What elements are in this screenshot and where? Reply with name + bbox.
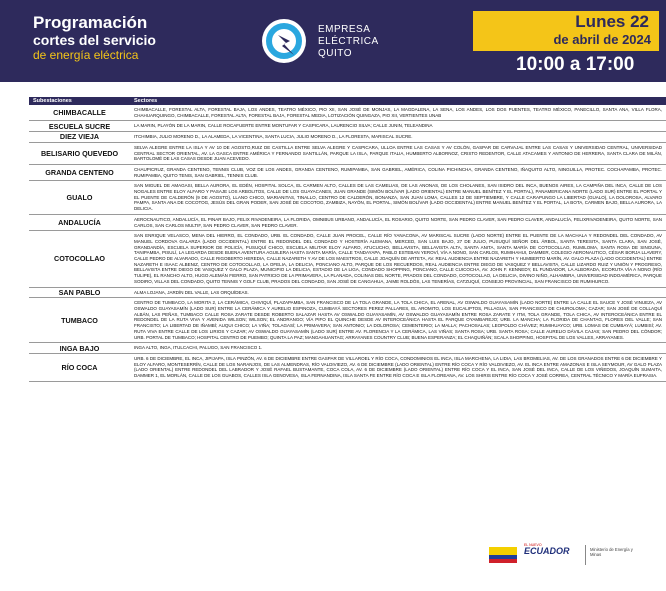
eeq-logo-icon (260, 17, 308, 65)
sectors-list: CHAUPICRUZ, GRANDA CENTENO, TENNIS CLUB, VOZ DE LOS ANDES, GRANDA CENTENO, RUMIPAMBA, SAN GABRIEL, AMÉRICA, COLINA PICHINCHA, GRANDA CENTENO, IÑAQUITO ALTO, NINGUILLA, PROTEC. COCHAPAMBA, PROTEC. RUMIPAMBA, QUITO TENIS, SAN GABRIEL, TENNIS CLUB. (130, 164, 666, 180)
table-row (29, 287, 666, 298)
col-header-sectors: Sectores (130, 97, 666, 105)
table-row (29, 121, 666, 132)
footer-country: ECUADOR (524, 546, 570, 556)
sectors-list: CENTRO DE TUMBACO, LA MORITA 2, LA CERÁMICA, CHIVIQUÍ, PLAZAPAMBA, SAN FRANCISCO DE LA TOLA GRANDE, LA TOLA CHICA, EL ARENAL, AV OSWALDO GUAYASAMÍN (LADO NORTE) ENTRE LA CALLE EL SAUCE Y JOSÉ VINUEZA, AV OSWALDO GUAYASAMÍN (LADO SUR) ENTRE LA CERÁMICA Y AURELIO ESPINOZA, CUMBAYÁ SECTORES PEREZ PALLARES, EL AROMITO, LOS EUCALIPTOS, PILLAGUA, SAN FRANCISCO DE CHUROLOMA; CAZAR; SAN JOSÉ DE COLLAQUÍ ALBÁN, LAS PEÑAS, TUMBACO CALLE ROSA ZARATE DESDE ROBERTO SALAZAR HASTA AV OSWALDO GUAYASAMÍN, AV OSWALDO GUAYASAMÍN ENTRE ROSA ZARATE Y ITM, TOLA GRANDE, TOLA CHICA, AV INTEROCEÁNICA ENTRE EL REDONDEL DE LA RUTA VIVA Y AVENIDA WILSON; WILSON; EL ANDRANGO; VÍA PIFO EL QUINCHE DESDE AV INTEROCEÁNICA HASTA EL PARQUE OYAMBAREJO; URB. LA MANCHA; LA FLORIDA DE CHANTAG, FLORES DEL VALLE; SAN FRANCISTO; LA LIBERTAD DE IÑAMBÍ; AUQUI CHICO; LA VIÑA; TOLAGASÍ; LA PRIMAVERA; SAN ANTONIO; LA DOLOROSA; CEMENTERIO; LA MALLA; PACHOSALAS; LEOPOLDO CHÁVEZ; RUMIHUAYCO; URB. LOMAS DE CUMBAYÁ; LUMBISÍ; AV. RUTA VIVA ENTRE CALLE DE LOS LIRIOS Y CAZAR; AV OSWALDO GUAYASAMÍN (LADO SUR) ENTRE AV. FLORENCIA Y LA CERÁMICA, LAS VIÑAS; SANTA ROSA; URB. SANTA ROSA; CALLE AURELIO DÁVILA CAJAS; SAN PEDRO DEL CÓNDOR; URB. PORTAL DE TUMBACO; HOSPITAL CENTRO DE PUEMBO; QUINTA LA PAZ; MANGAHUANTAG; ARRAYANES COUNTRY CLUB; BUENA ESPERANZA; EL CHAQUIÑÁN; SCALA SHOPPING, HOSPITAL DE LOS VALLES, ARRAYANES. (130, 298, 666, 343)
substation-name: ESCUELA SUCRE (29, 121, 130, 132)
table-row (29, 353, 666, 381)
time-range: 10:00 a 17:00 (516, 54, 635, 75)
sectors-list: LA MARIN, PLAYÓN DE LA MARIN, CALLE ROCAFUERTE ENTRE MONTUFAR Y CASPICARA, LAURENCIO SILVA; CALLE JUNIN, TELEANDINA (130, 121, 666, 132)
date-month-year: de abril de 2024 (553, 32, 651, 47)
substation-name: INGA BAJO (29, 343, 130, 354)
header-banner (0, 0, 666, 82)
date-day: Lunes 22 (575, 12, 649, 31)
sectors-list: AEROCNAUTICO, ANDALUCÍA, EL PINAR BAJO, FELIX RIVADENEIRA, LA FLORIDA, OMNIBUS URBANO, ANDALUCÍA, EL ROSARIO, QUITO NORTE, SAN PEDRO CLAVER, SAN PEDRO CLAVER, ANDALUCÍA, FELIXRIVADENEIRA, QUITO NORTE, SAN CARLOS, SAN CARLOS MULTIF, SAN PEDRO CLAVER, SAN PEDRO CLAVER. (130, 214, 666, 230)
date-box (473, 11, 659, 51)
substation-name: ANDALUCÍA (29, 214, 130, 230)
substation-name: BELISARIO QUEVEDO (29, 142, 130, 164)
sectors-list: SELVA ALEGRE ENTRE LA ISLA Y AV 10 DE AGOSTO,RUIZ DE CASTILLA ENTRE SELVA ALEGRE Y CASPICARA, ULLOA ENTRE LAS CASAS Y AV COLÓN, GASPAR DE CARVAJAL ENTRE LAS CASAS Y UNIVERSIDAD CENTRAL, UNIVERSIDAD CENTRAL SECTOR ORIENTAL, AV. LA GASCA ENTRE AMÉRICA Y FERNANDO SANTILLÁN, PARQUE LA ISLA, PARQUE ITALIA, HUMBERTO ALBORNOZ, CRISTO REDENTOR, CALLE ATACAMES Y ANTONIO DE HERRERA, SANTA CLARA DE MILÁN, BARTOLOMÉ DE LAS CASAS DESDE JUAN ACEVEDO. (130, 142, 666, 164)
header-title-line2: cortes del servicio (33, 32, 156, 48)
substation-name: TUMBACO (29, 298, 130, 343)
table-header-row (29, 97, 666, 105)
sectors-list: URB. 6 DE DICIEMBRE, EL INCA, JIPIJAPA, ISLA PINZÓN, AV. 6 DE DICIEMBRE ENTRE GASPAR DE VILLAROEL Y RÍO COCA, CONDOMINIOS EL INCA, ISLA MARCHENA, LA LIDIA, LAS BROMELIAS, AV. DE LOS GRANADOS ENTRE 6 DE DICIEMBRE Y ELOY ALFARO, MONTESERRÍN, CALLE DE LOS NARANJOS, DE LAS ALMENDRAS, RÍO VALDIVIEZO, AV. 6 DE DICIEMBRE (LADO ORIENTAL) ENTRE RÍO COCA Y RÍO VALDIVIEZO, AV. EL INCA ENTRE AMAZONAS E ISLA SEYMOUR, AV GALO PLAZA (LADO ORIENTAL) ENTRE REDONDEL DEL LABRADOR Y JOSÉ RAFAEL BUSTAMANTE, COCA COLA, AV. 6 DE DICIEMBRE (LADO ORIENTAL) ENTRE RÍO COCA Y EL INCA, SAN JOSÉ DEL INCA, CALLE DE LOS VIÑEDOS, JOAQUÍN SUMAITA, DAMMER 1, EL MORLÁN, CALLE DE LOS GUABOS, CALLES ISLA GENOVESA, ISLA FERNANDINA, ISLA SANTA FE ENTRE RÍO COCA E ISLA FLOREANA, AV. LOS SHIRIS ENTRE RÍO COCA Y JOSÉ CORREA, CENTRAL TÉCNICO Y MARÍA EUFRASIA. (130, 353, 666, 381)
substation-name: COTOCOLLAO (29, 231, 130, 287)
sectors-list: SAN MIGUEL DE AMAGASI, BELLA AURORA, EL EDÉN, HOSPITAL SOLCA, EL CARMEN ALTO, CALLES DE LAS CAMELIAS, DE LAS ANONAS, DE LOS CHOLANES, SAN ISIDRO DEL INCA, BUENOS AIRES, LA CAMPIÑA DEL INCA, CALLE DE LOS NOGALES ENTRE ELOY ALFARO Y PASAJE LOS ARBOLITOS, CALLE DE LOS GUAYACANES, JUAN GRANDE (SIMÓN BOLÍVAR (LADO ORIENTAL) ENTRE MANUEL BENÍTEZ Y EL PORTAL), PANAMERICANA NORTE (LADO SUR) ENTRE EL PORTAL Y EL PUENTE DE CALDERÓN (9 DE AGOSTO), LLANO CHICO, MARIANITAS, TINALLO, CENTRO DE CALDERÓN, BONANZA, SAN JUAN LOMA, CALLES 12 DE SEPTIEMBRE, Y CALLE CARAPUNGO LA LIBERTAD (GUALO), LA DOLOROSA, ALVARO PAMPA, SANTA ANA DE COCOTOG, JESÚS DEL GRAN PODER, SAN JOSÉ DE COCOTOG, ZAMBIZA, NAYÓN, EL PORTAL, SIMÓN BOLÍVAR (LADO OCCIDENTAL) ENTRE MANUEL BENÍTEZ Y EL PORTAL, LA BOTA, CARMEN BAJO, BELLA AURORA, LA DELICIA. (130, 181, 666, 215)
sectors-list: SAN ENRIQUE VELASCO, MENA DEL HIERRO, EL CONDADO, URB. EL CONDADO, CALLE JUAN PROCEL, CALLE RÍO YANACONA, AV MARISCAL SUCRE (LADO NORTE) ENTRE EL PUENTE DE LA MACHALA Y REDONDEL DEL CONDADO, AV MANUEL CORDOVA GALARZA (LADO OCCIDENTAL) ENTRE EL REDONDEL DEL CONDADO Y HOSTERÍA ALEMANA, MERCED, SAN LUIS BAJO, 27 DE JULIO, PUSUQUÍ SEÑOR DEL ÁRBOL, SANTA TERESITA, SANTA CLARA, SAN JOSÉ, GRANDANDÍA, ESCUELA SUPERIOR DE POLICÍA, PUSUQUÍ CHICO, ESCUELA MILITAR ELOY ALFARO, ATUCUCHO, BELLAVISTA, BELLAVISTA ALTA, SANTA ANITA, SANTA MARÍA DE COTOCOLLAO, RUMILOMA, SANTA ROSA DE SINGUNA, TANIPAMBA, PISULÍ, LA LEGARDA DESDE BUENA AVENTURA AGUILERA HASTA SANTA MARÍA, CALLE TANDAYAPA, PABLO ESTEBAN YEROVÍ, VÍA A NONO, SAN CARLOS, RUMIHAHUI, DAMMER, COLEGIO AERONAUTICO, CÉSAR BORJA LLAVERY, CALLE PEDRO DE ALVARADO, CALLE RIGOBERTO HEREDIA, CALLE NAZARETH Y AV DE LOS MAESTROS, CALLE JOAQUÍN DE ARTETA, AV. REAL AUDIENCIA ENTRE NAZARETH Y HUMBERTO MARÍN, AV. GALO PLAZA (LADO OCCIDENTAL) ENTRE NAZARETH E ISAAC ALBENIZ, CENTRO DE COTOCOLLAO, LA OFELIA, LA DELICIA, PONCIANO ALTO, PARQUE DE LOS RECUERDOS, REAL AUDIENCIA ENTRE DIEGO DE VASQUEZ Y BELLAVISTA, CALLE LIZARDO RUIZ Y UNIÓN Y PROGRESO, BELLAVISTA ENTRE DIEGO DE VASQUEZ Y GALO PLAZA, MUNICIPIO LA DELICIA, ESTADIO DE LA LIGA, CONDADO SHOPPING, PONCIANO, CALLE CUICOCHA, AV. JOHN F. KENNEDY, EL FUNDADOR, LA ALBORADA, ECORUTA VÍA A NONO (RÍO TULIPE), EL RANCHO ALTO, HUGO ALEMÁN FIERRO, SAN PATRICIO DE LA PRIMAVERA, LA PLANADA, COLINAS DEL NORTE, PRADOS DEL CONDADO, COTOCOLLAO, LA DELICIA, DIVINO NIÑO, ALHAMBRA, UNIVERSIDAD INDOAMÉRICA, PARQUE SODIRO, VILLAS DEL CONDADO, QUITO TENNIS Y GOLF CLUB, PRADOS DEL CONDADO, SAN JOSÉ DE CANGAHUA, JAIME ROLDÓS, LAS TENERÍAS, CATZUQUÍ, CONSEJO PROVINCIAL, SAN FRANCISCO DE RUMIHURCO. (130, 231, 666, 287)
header-title-line3: de energía eléctrica (33, 48, 139, 62)
outage-table-wrapper (29, 97, 666, 382)
sectors-list: CHIMBACALLE, FORESTAL ALTA, FORESTAL BAJA, LOS ANDES, TEATRO MÉXICO, PIO XII, SAN JOSÉ DE MONJAS, LA MAGDALENA, LA SENA, LOS ANDES, LOS DOS PUENTES, TEATRO MÉXICO, PANECILLO, SANTA ANA, VILLA FLORA, CHAHUARQUINGO, CHIMBACALLE, FORESTAL ALTA, FORESTAL BAJA, FORESTAL MEDIA, LOTIZACIÓN QUINGAZA, PIO XII, VERTIENTES UNAB (130, 105, 666, 121)
col-header-substations: Subestaciones (29, 97, 130, 105)
sectors-list: ALMA LOJANA, JARDÍN DEL VALLE, LAS ORQUÍDEAS. (130, 287, 666, 298)
footer-ministry: Ministerio de Energía y Minas (590, 547, 633, 557)
sectors-list: ITCHIMBIA, JULIO MORENO D., LA ALAMEDA, LA VICENTINA, SANTA LUCIA, JULIO MORENO D., LA FLORESTA, MARISCAL SUCRE. (130, 132, 666, 143)
table-row (29, 142, 666, 164)
table-row (29, 343, 666, 354)
substation-name: GUALO (29, 181, 130, 215)
table-row (29, 231, 666, 287)
logo-text-line3: QUITO (318, 48, 352, 59)
header-title-line1: Programación (33, 13, 148, 32)
table-row (29, 132, 666, 143)
table-row (29, 181, 666, 215)
logo-text-line2: ELÉCTRICA (318, 36, 379, 47)
substation-name: CHIMBACALLE (29, 105, 130, 121)
substation-name: RÍO COCA (29, 353, 130, 381)
footer-separator (585, 545, 586, 565)
table-row (29, 164, 666, 180)
substation-name: DIEZ VIEJA (29, 132, 130, 143)
substation-name: SAN PABLO (29, 287, 130, 298)
sectors-list: INGA ALTO, INGA, ITULCACHI, PALUGO, SAN FRANCISCO 1. (130, 343, 666, 354)
table-row (29, 105, 666, 121)
table-row (29, 298, 666, 343)
outage-table (29, 97, 666, 382)
footer-small-text: EL NUEVO (524, 543, 542, 547)
table-row (29, 214, 666, 230)
ecuador-flag-icon (489, 547, 517, 563)
footer (0, 536, 666, 591)
logo-text-line1: EMPRESA (318, 24, 371, 35)
substation-name: GRANDA CENTENO (29, 164, 130, 180)
